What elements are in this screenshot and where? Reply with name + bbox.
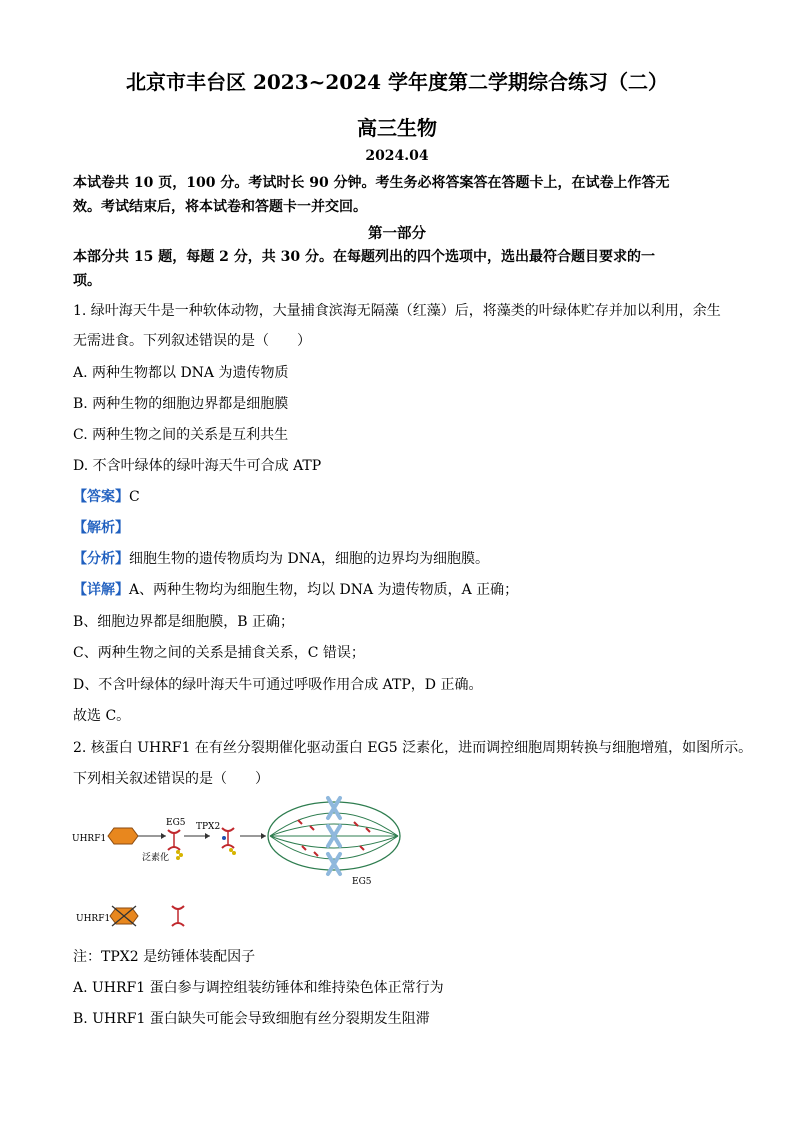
q1-option-b: B. 两种生物的细胞边界都是细胞膜 — [73, 396, 289, 412]
uhrf1-label: UHRF1 — [72, 834, 107, 844]
eg5-unmodified-icon — [172, 906, 184, 926]
xiangjie-tag: 【详解】 — [73, 582, 129, 598]
q2-stem-1: 2. 核蛋白 UHRF1 在有丝分裂期催化驱动蛋白 EG5 泛素化，进而调控细胞周期转换与细胞增殖，如图所示。 — [73, 740, 753, 756]
page-title: 北京市丰台区 2023~2024 学年度第二学期综合练习（二） — [125, 70, 668, 94]
section-title: 第一部分 — [368, 225, 426, 242]
eg5-bottom-label: EG5 — [352, 877, 372, 887]
fenxi-text: 细胞生物的遗传物质均为 DNA，细胞的边界均为细胞膜。 — [129, 551, 490, 567]
q2-option-b: B. UHRF1 蛋白缺失可能会导致细胞有丝分裂期发生阻滞 — [73, 1011, 430, 1027]
q1-answer — [73, 486, 140, 506]
q1-stem-1: 1. 绿叶海天牛是一种软体动物，大量捕食滨海无隔藻（红藻）后，将藻类的叶绿体贮存并加以利用，余生 — [73, 303, 721, 319]
instructions-line-1: 本试卷共 10 页，100 分。考试时长 90 分钟。考生务必将答案答在答题卡上，在试卷上作答无 — [73, 175, 670, 191]
ubiquitination-label: 泛素化 — [142, 853, 170, 863]
analysis-tag: 【解析】 — [73, 520, 129, 536]
q1-conclusion: 故选 C。 — [73, 708, 131, 724]
q1-option-a: A. 两种生物都以 DNA 为遗传物质 — [73, 365, 289, 381]
tpx2-complex-icon — [222, 828, 236, 855]
q1-option-c: C. 两种生物之间的关系是互利共生 — [73, 427, 289, 443]
fenxi-tag: 【分析】 — [73, 551, 129, 567]
q1-option-d: D. 不含叶绿体的绿叶海天牛可合成 ATP — [73, 458, 322, 474]
q1-detail-c: C、两种生物之间的关系是捕食关系，C 错误； — [73, 645, 365, 661]
uhrf1-protein-shape — [108, 828, 138, 844]
tpx2-label: TPX2 — [196, 822, 221, 832]
q1-detail-b: B、细胞边界都是细胞膜，B 正确； — [73, 614, 295, 630]
section-desc-1: 本部分共 15 题，每题 2 分，共 30 分。在每题列出的四个选项中，选出最符合题目要求的一 — [73, 249, 655, 265]
q2-note: 注：TPX2 是纺锤体装配因子 — [73, 949, 256, 965]
section-desc-2: 项。 — [73, 273, 101, 289]
ubiquitin-chain-icon — [176, 850, 183, 860]
q2-figure — [70, 792, 410, 942]
q1-detail-d: D、不含叶绿体的绿叶海天牛可通过呼吸作用合成 ATP，D 正确。 — [73, 677, 483, 693]
arrow-head-1 — [161, 833, 166, 839]
xiangjie-text: A、两种生物均为细胞生物，均以 DNA 为遗传物质，A 正确； — [129, 582, 519, 598]
q2-option-a: A. UHRF1 蛋白参与调控组装纺锤体和维持染色体正常行为 — [73, 980, 444, 996]
q1-analysis — [73, 517, 129, 537]
q2-stem-2: 下列相关叙述错误的是（ ） — [73, 771, 269, 787]
page-subtitle: 高三生物 — [357, 116, 437, 140]
eg5-top-label: EG5 — [166, 818, 186, 828]
arrow-head-2 — [205, 833, 210, 839]
uhrf1-crossed-label: UHRF1 — [76, 914, 111, 924]
answer-tag: 【答案】 — [73, 489, 129, 505]
q1-stem-2: 无需进食。下列叙述错误的是（ ） — [73, 333, 311, 349]
answer-value: C — [129, 489, 140, 505]
instructions-line-2: 效。考试结束后，将本试卷和答题卡一并交回。 — [73, 199, 367, 215]
q1-fenxi — [73, 548, 489, 568]
arrow-head-3 — [261, 833, 266, 839]
eg5-motor-icon — [168, 830, 180, 850]
exam-date: 2024.04 — [365, 148, 429, 164]
q1-xiangjie — [73, 579, 518, 599]
